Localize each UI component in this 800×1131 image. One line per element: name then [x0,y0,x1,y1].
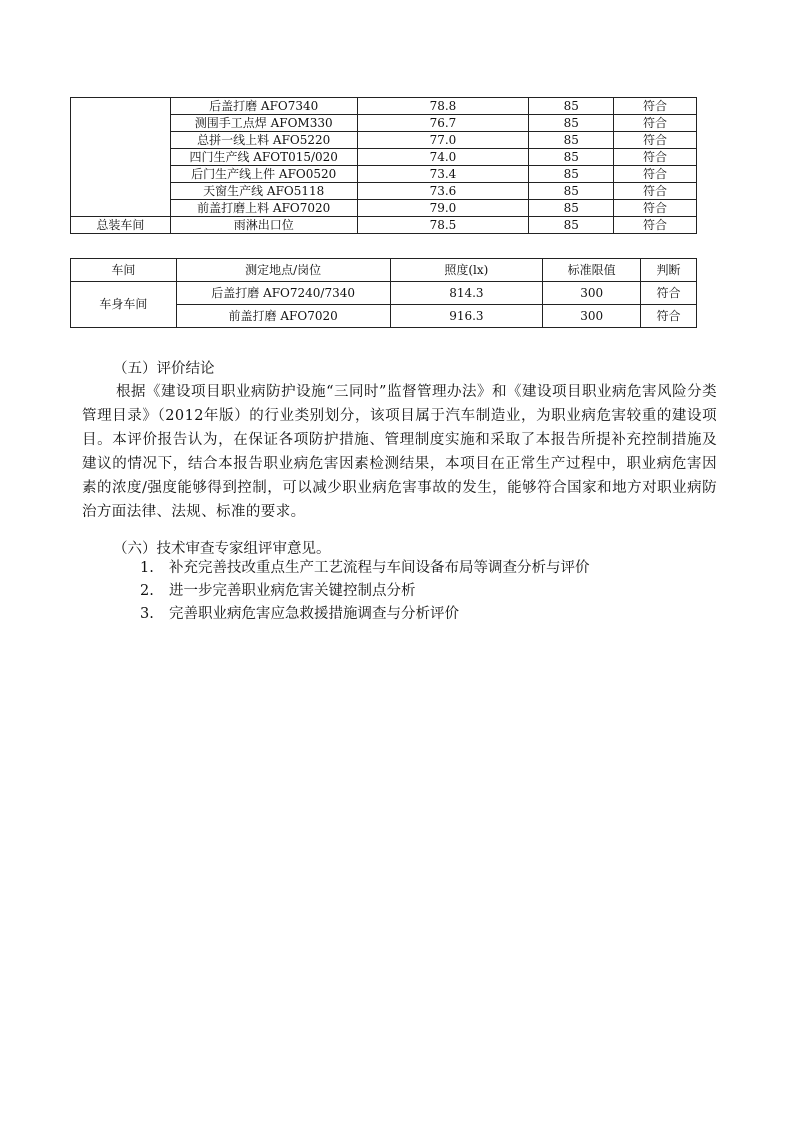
location-cell: 雨淋出口位 [170,217,357,234]
location-cell: 后盖打磨 AFO7240/7340 [176,282,390,305]
result-cell: 符合 [614,149,697,166]
limit-cell: 85 [529,98,614,115]
limit-cell: 300 [543,305,641,328]
limit-cell: 85 [529,200,614,217]
illuminance-table [70,258,697,328]
value-cell: 73.6 [357,183,529,200]
list-item [140,579,416,603]
evaluation-conclusion: 根据《建设项目职业病防护设施“三同时”监督管理办法》和《建设项目职业病危害风险分类管理目录》（2012年版）的行业类别划分，该项目属于汽车制造业，为职业病危害较重的建设项目。本评价报告认为，在保证各项防护措施、管理制度实施和采取了本报告所提补充控制措施及建议的情况下，结合本报告职业病危害因素检测结果，本项目在正常生产过程中，职业病危害因素的浓度/强度能够得到控制，可以减少职业病危害事故的发生，能够符合国家和地方对职业病防治方面法律、法规、标准的要求。 [82,384,717,520]
table-row [71,217,697,234]
result-cell: 符合 [614,183,697,200]
list-text: 补充完善技改重点生产工艺流程与车间设备布局等调查分析与评价 [169,560,590,576]
limit-cell: 300 [543,282,641,305]
table-row [71,282,697,305]
list-text: 完善职业病危害应急救援措施调查与分析评价 [169,606,459,622]
result-cell: 符合 [614,98,697,115]
value-cell: 814.3 [390,282,543,305]
noise-table [70,97,697,234]
value-cell: 77.0 [357,132,529,149]
list-number: 1. [140,560,154,576]
result-cell: 符合 [614,115,697,132]
section-heading-5: （五）评价结论 [113,361,215,377]
result-cell: 符合 [614,217,697,234]
list-item [140,602,459,626]
header-workshop: 车间 [71,259,177,282]
workshop-cell [71,98,171,217]
value-cell: 78.5 [357,217,529,234]
header-limit: 标准限值 [543,259,641,282]
location-cell: 前盖打磨 AFO7020 [176,305,390,328]
header-value: 照度(lx) [390,259,543,282]
limit-cell: 85 [529,183,614,200]
value-cell: 73.4 [357,166,529,183]
location-cell: 前盖打磨上料 AFO7020 [170,200,357,217]
limit-cell: 85 [529,149,614,166]
list-text: 进一步完善职业病危害关键控制点分析 [169,583,416,599]
limit-cell: 85 [529,132,614,149]
value-cell: 74.0 [357,149,529,166]
result-cell: 符合 [614,200,697,217]
value-cell: 76.7 [357,115,529,132]
section-heading-6: （六）技术审查专家组评审意见。 [113,541,331,557]
value-cell: 79.0 [357,200,529,217]
list-number: 2. [140,583,154,599]
result-cell: 符合 [614,166,697,183]
location-cell: 后门生产线上件 AFO0520 [170,166,357,183]
workshop-cell: 车身车间 [71,282,177,328]
result-cell: 符合 [614,132,697,149]
list-item [140,556,590,580]
header-result: 判断 [641,259,697,282]
location-cell: 总拼一线上料 AFO5220 [170,132,357,149]
location-cell: 测围手工点焊 AFOM330 [170,115,357,132]
limit-cell: 85 [529,115,614,132]
workshop-cell: 总装车间 [71,217,171,234]
location-cell: 后盖打磨 AFO7340 [170,98,357,115]
list-number: 3. [140,606,154,622]
header-location: 测定地点/岗位 [176,259,390,282]
result-cell: 符合 [641,282,697,305]
table-header-row [71,259,697,282]
limit-cell: 85 [529,166,614,183]
table-row [71,98,697,115]
result-cell: 符合 [641,305,697,328]
value-cell: 78.8 [357,98,529,115]
location-cell: 天窗生产线 AFO5118 [170,183,357,200]
location-cell: 四门生产线 AFOT015/020 [170,149,357,166]
limit-cell: 85 [529,217,614,234]
value-cell: 916.3 [390,305,543,328]
